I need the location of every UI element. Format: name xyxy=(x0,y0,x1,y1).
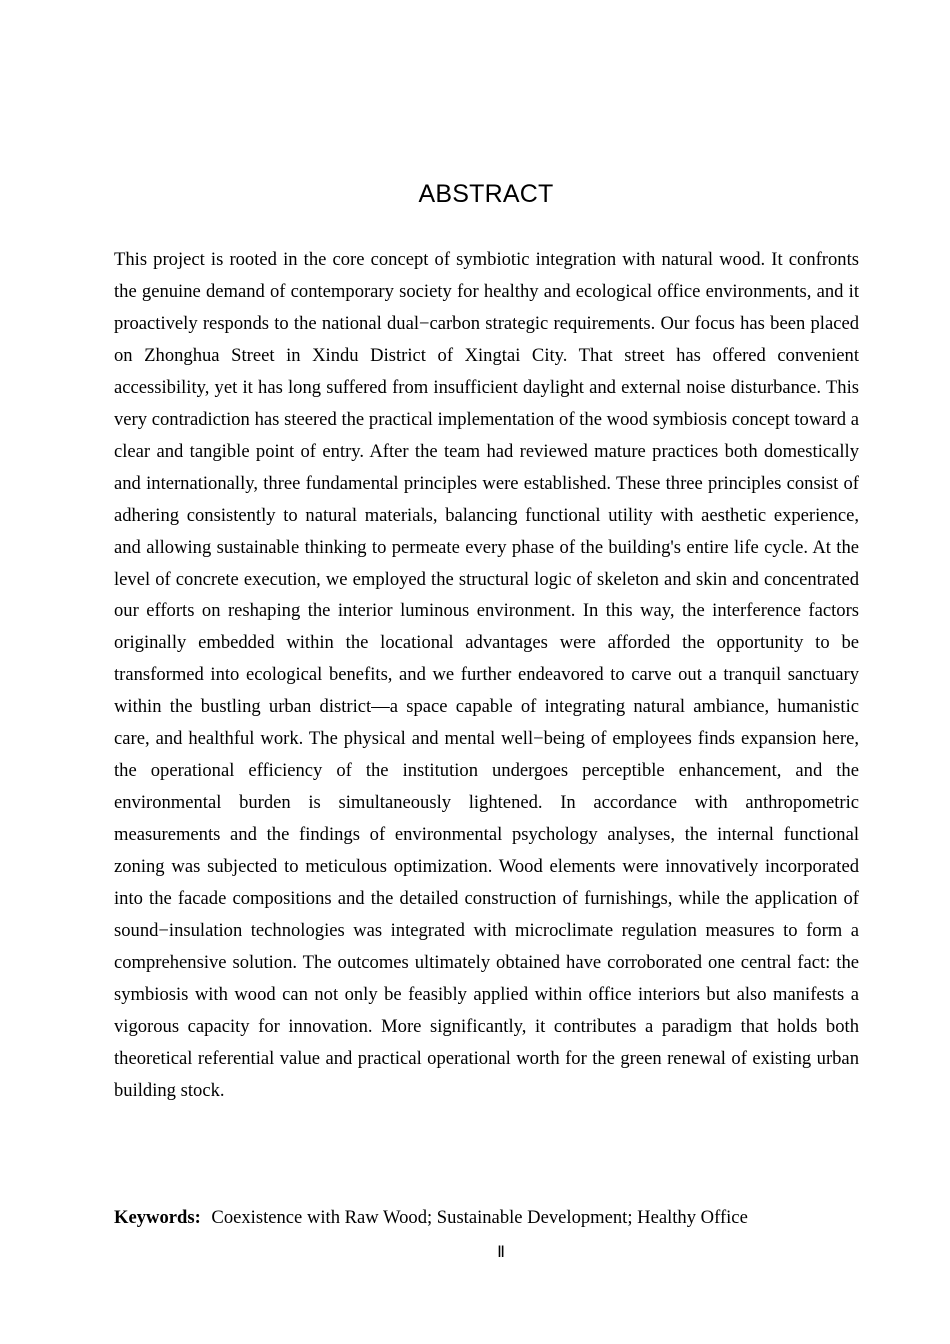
keywords-label: Keywords: xyxy=(114,1207,201,1228)
abstract-body: This project is rooted in the core concept of symbiotic integration with natural wood. It confronts the genuine demand of contemporary society for healthy and ecological office environments, and it proactively responds to the national dual−carbon strategic requirements. Our focus has been placed on Zhonghua Street in Xindu District of Xingtai City. That street has offered convenient accessibility, yet it has long suffered from insufficient daylight and external noise disturbance. This very contradiction has steered the practical implementation of the wood symbiosis concept toward a clear and tangible point of entry. After the team had reviewed mature practices both domestically and internationally, three fundamental principles were established. These three principles consist of adhering consistently to natural materials, balancing functional utility with aesthetic experience, and allowing sustainable thinking to permeate every phase of the building's entire life cycle. At the level of concrete execution, we employed the structural logic of skeleton and skin and concentrated our efforts on reshaping the interior luminous environment. In this way, the interference factors originally embedded within the locational advantages were afforded the opportunity to be transformed into ecological benefits, and we further endeavored to carve out a tranquil sanctuary within the bustling urban district—a space capable of integrating natural ambiance, humanistic care, and healthful work. The physical and mental well−being of employees finds expansion here, the operational efficiency of the institution undergoes perceptible enhancement, and the environmental burden is simultaneously lightened. In accordance with anthropometric measurements and the findings of environmental psychology analyses, the internal functional zoning was subjected to meticulous optimization. Wood elements were innovatively incorporated into the facade compositions and the detailed construction of furnishings, while the application of sound−insulation technologies was integrated with microclimate regulation measures to form a comprehensive solution. The outcomes ultimately obtained have corroborated one central fact: the symbiosis with wood can not only be feasibly applied within office interiors but also manifests a vigorous capacity for innovation. More significantly, it contributes a paradigm that holds both theoretical referential value and practical operational worth for the green renewal of existing urban building stock. xyxy=(114,249,859,1101)
keywords-text: Coexistence with Raw Wood; Sustainable Development; Healthy Office xyxy=(211,1207,748,1228)
page-number: Ⅱ xyxy=(497,1244,505,1261)
abstract-title: ABSTRACT xyxy=(418,180,554,208)
keywords-line xyxy=(114,1202,859,1234)
